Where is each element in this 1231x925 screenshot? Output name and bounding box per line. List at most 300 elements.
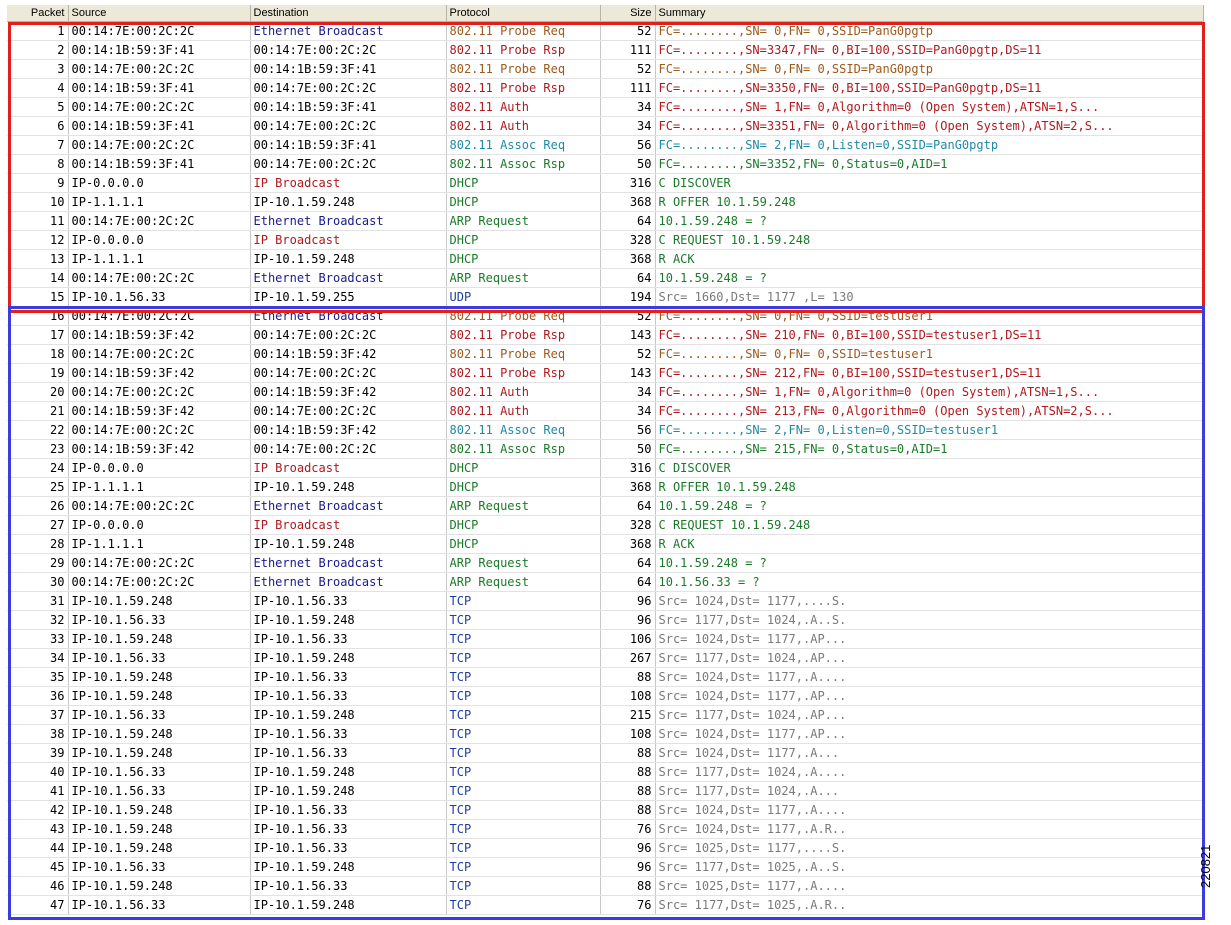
summary-cell: R OFFER 10.1.59.248 bbox=[655, 193, 1203, 212]
destination-cell: IP-10.1.59.248 bbox=[250, 763, 446, 782]
table-row[interactable] bbox=[7, 554, 1203, 573]
packet-number-cell: 40 bbox=[7, 763, 68, 782]
packet-number-cell: 2 bbox=[7, 41, 68, 60]
destination-cell: 00:14:1B:59:3F:41 bbox=[250, 98, 446, 117]
table-row[interactable] bbox=[7, 174, 1203, 193]
table-row[interactable] bbox=[7, 117, 1203, 136]
protocol-cell: 802.11 Auth bbox=[446, 117, 600, 136]
source-cell: IP-1.1.1.1 bbox=[68, 478, 250, 497]
protocol-cell: 802.11 Probe Rsp bbox=[446, 41, 600, 60]
size-cell: 96 bbox=[600, 839, 655, 858]
packet-number-cell: 46 bbox=[7, 877, 68, 896]
size-cell: 88 bbox=[600, 668, 655, 687]
source-cell: IP-1.1.1.1 bbox=[68, 535, 250, 554]
destination-cell: IP-10.1.56.33 bbox=[250, 839, 446, 858]
protocol-cell: 802.11 Probe Req bbox=[446, 22, 600, 41]
packet-number-cell: 5 bbox=[7, 98, 68, 117]
protocol-cell: 802.11 Probe Rsp bbox=[446, 326, 600, 345]
destination-cell: IP-10.1.59.248 bbox=[250, 649, 446, 668]
table-row[interactable] bbox=[7, 782, 1203, 801]
summary-cell: C DISCOVER bbox=[655, 174, 1203, 193]
destination-cell: IP-10.1.59.248 bbox=[250, 535, 446, 554]
destination-cell: IP-10.1.56.33 bbox=[250, 801, 446, 820]
table-row[interactable] bbox=[7, 440, 1203, 459]
packet-number-cell: 14 bbox=[7, 269, 68, 288]
size-cell: 96 bbox=[600, 592, 655, 611]
summary-cell: Src= 1660,Dst= 1177 ,L= 130 bbox=[655, 288, 1203, 307]
table-row[interactable] bbox=[7, 345, 1203, 364]
destination-cell: Ethernet Broadcast bbox=[250, 269, 446, 288]
column-header-summary[interactable]: Summary bbox=[655, 5, 1203, 22]
source-cell: IP-0.0.0.0 bbox=[68, 516, 250, 535]
destination-cell: 00:14:7E:00:2C:2C bbox=[250, 326, 446, 345]
size-cell: 96 bbox=[600, 858, 655, 877]
table-row[interactable] bbox=[7, 307, 1203, 326]
packet-number-cell: 21 bbox=[7, 402, 68, 421]
destination-cell: 00:14:7E:00:2C:2C bbox=[250, 117, 446, 136]
table-row[interactable] bbox=[7, 269, 1203, 288]
table-row[interactable] bbox=[7, 801, 1203, 820]
destination-cell: IP-10.1.56.33 bbox=[250, 820, 446, 839]
summary-cell: FC=........,SN=3351,FN= 0,Algorithm=0 (Open System),ATSN=2,S... bbox=[655, 117, 1203, 136]
source-cell: 00:14:7E:00:2C:2C bbox=[68, 554, 250, 573]
table-row[interactable] bbox=[7, 592, 1203, 611]
table-row[interactable] bbox=[7, 877, 1203, 896]
destination-cell: IP-10.1.56.33 bbox=[250, 877, 446, 896]
protocol-cell: ARP Request bbox=[446, 497, 600, 516]
protocol-cell: TCP bbox=[446, 858, 600, 877]
table-row[interactable] bbox=[7, 231, 1203, 250]
table-row[interactable] bbox=[7, 136, 1203, 155]
protocol-cell: 802.11 Assoc Req bbox=[446, 136, 600, 155]
destination-cell: IP-10.1.59.248 bbox=[250, 611, 446, 630]
packet-number-cell: 13 bbox=[7, 250, 68, 269]
summary-cell: FC=........,SN= 0,FN= 0,SSID=testuser1 bbox=[655, 307, 1203, 326]
destination-cell: IP-10.1.56.33 bbox=[250, 630, 446, 649]
table-row[interactable] bbox=[7, 402, 1203, 421]
size-cell: 368 bbox=[600, 250, 655, 269]
column-header-destination[interactable]: Destination bbox=[250, 5, 446, 22]
source-cell: 00:14:7E:00:2C:2C bbox=[68, 212, 250, 231]
destination-cell: IP-10.1.56.33 bbox=[250, 687, 446, 706]
size-cell: 143 bbox=[600, 326, 655, 345]
destination-cell: IP-10.1.56.33 bbox=[250, 668, 446, 687]
table-row[interactable] bbox=[7, 820, 1203, 839]
packet-number-cell: 11 bbox=[7, 212, 68, 231]
summary-cell: Src= 1024,Dst= 1177,.A... bbox=[655, 744, 1203, 763]
table-row[interactable] bbox=[7, 326, 1203, 345]
packet-list-table bbox=[7, 5, 1204, 915]
table-row[interactable] bbox=[7, 421, 1203, 440]
source-cell: IP-10.1.59.248 bbox=[68, 820, 250, 839]
column-header-size[interactable]: Size bbox=[600, 5, 655, 22]
protocol-cell: 802.11 Probe Rsp bbox=[446, 79, 600, 98]
size-cell: 50 bbox=[600, 440, 655, 459]
source-cell: 00:14:7E:00:2C:2C bbox=[68, 22, 250, 41]
table-row[interactable] bbox=[7, 630, 1203, 649]
destination-cell: 00:14:1B:59:3F:42 bbox=[250, 383, 446, 402]
destination-cell: Ethernet Broadcast bbox=[250, 212, 446, 231]
protocol-cell: TCP bbox=[446, 744, 600, 763]
size-cell: 34 bbox=[600, 98, 655, 117]
destination-cell: 00:14:7E:00:2C:2C bbox=[250, 440, 446, 459]
source-cell: 00:14:7E:00:2C:2C bbox=[68, 136, 250, 155]
source-cell: 00:14:7E:00:2C:2C bbox=[68, 60, 250, 79]
summary-cell: Src= 1177,Dst= 1024,.AP... bbox=[655, 706, 1203, 725]
size-cell: 108 bbox=[600, 687, 655, 706]
size-cell: 34 bbox=[600, 117, 655, 136]
source-cell: IP-1.1.1.1 bbox=[68, 250, 250, 269]
summary-cell: Src= 1024,Dst= 1177,.AP... bbox=[655, 725, 1203, 744]
table-row[interactable] bbox=[7, 516, 1203, 535]
packet-number-cell: 1 bbox=[7, 22, 68, 41]
table-row[interactable] bbox=[7, 744, 1203, 763]
table-row[interactable] bbox=[7, 193, 1203, 212]
protocol-cell: DHCP bbox=[446, 459, 600, 478]
protocol-cell: TCP bbox=[446, 706, 600, 725]
destination-cell: IP-10.1.56.33 bbox=[250, 592, 446, 611]
packet-number-cell: 37 bbox=[7, 706, 68, 725]
summary-cell: FC=........,SN= 210,FN= 0,BI=100,SSID=testuser1,DS=11 bbox=[655, 326, 1203, 345]
packet-number-cell: 8 bbox=[7, 155, 68, 174]
packet-number-cell: 29 bbox=[7, 554, 68, 573]
destination-cell: 00:14:1B:59:3F:41 bbox=[250, 136, 446, 155]
size-cell: 88 bbox=[600, 801, 655, 820]
packet-number-cell: 34 bbox=[7, 649, 68, 668]
packet-number-cell: 6 bbox=[7, 117, 68, 136]
size-cell: 267 bbox=[600, 649, 655, 668]
summary-cell: Src= 1025,Dst= 1177,....S. bbox=[655, 839, 1203, 858]
protocol-cell: ARP Request bbox=[446, 269, 600, 288]
summary-cell: Src= 1177,Dst= 1024,.A.... bbox=[655, 763, 1203, 782]
table-row[interactable] bbox=[7, 60, 1203, 79]
packet-number-cell: 24 bbox=[7, 459, 68, 478]
packet-number-cell: 38 bbox=[7, 725, 68, 744]
protocol-cell: TCP bbox=[446, 592, 600, 611]
source-cell: IP-10.1.56.33 bbox=[68, 763, 250, 782]
size-cell: 52 bbox=[600, 60, 655, 79]
summary-cell: C REQUEST 10.1.59.248 bbox=[655, 231, 1203, 250]
packet-number-cell: 43 bbox=[7, 820, 68, 839]
size-cell: 328 bbox=[600, 231, 655, 250]
protocol-cell: 802.11 Auth bbox=[446, 402, 600, 421]
protocol-cell: 802.11 Assoc Rsp bbox=[446, 440, 600, 459]
protocol-cell: 802.11 Probe Req bbox=[446, 307, 600, 326]
source-cell: IP-0.0.0.0 bbox=[68, 231, 250, 250]
summary-cell: Src= 1024,Dst= 1177,.AP... bbox=[655, 687, 1203, 706]
source-cell: IP-10.1.59.248 bbox=[68, 839, 250, 858]
source-cell: IP-10.1.56.33 bbox=[68, 288, 250, 307]
packet-number-cell: 31 bbox=[7, 592, 68, 611]
size-cell: 76 bbox=[600, 896, 655, 915]
size-cell: 52 bbox=[600, 22, 655, 41]
destination-cell: IP Broadcast bbox=[250, 174, 446, 193]
protocol-cell: TCP bbox=[446, 687, 600, 706]
packet-number-cell: 42 bbox=[7, 801, 68, 820]
size-cell: 328 bbox=[600, 516, 655, 535]
summary-cell: Src= 1024,Dst= 1177,.AP... bbox=[655, 630, 1203, 649]
protocol-cell: TCP bbox=[446, 763, 600, 782]
size-cell: 88 bbox=[600, 877, 655, 896]
packet-number-cell: 17 bbox=[7, 326, 68, 345]
source-cell: IP-10.1.56.33 bbox=[68, 858, 250, 877]
size-cell: 64 bbox=[600, 269, 655, 288]
summary-cell: Src= 1177,Dst= 1024,.A..S. bbox=[655, 611, 1203, 630]
summary-cell: 10.1.56.33 = ? bbox=[655, 573, 1203, 592]
table-row[interactable] bbox=[7, 497, 1203, 516]
size-cell: 111 bbox=[600, 79, 655, 98]
protocol-cell: DHCP bbox=[446, 478, 600, 497]
source-cell: 00:14:7E:00:2C:2C bbox=[68, 383, 250, 402]
size-cell: 88 bbox=[600, 744, 655, 763]
destination-cell: 00:14:7E:00:2C:2C bbox=[250, 79, 446, 98]
summary-cell: FC=........,SN= 0,FN= 0,SSID=testuser1 bbox=[655, 345, 1203, 364]
size-cell: 34 bbox=[600, 383, 655, 402]
size-cell: 215 bbox=[600, 706, 655, 725]
summary-cell: R OFFER 10.1.59.248 bbox=[655, 478, 1203, 497]
protocol-cell: ARP Request bbox=[446, 573, 600, 592]
summary-cell: Src= 1024,Dst= 1177,.A.... bbox=[655, 801, 1203, 820]
table-row[interactable] bbox=[7, 611, 1203, 630]
packet-number-cell: 3 bbox=[7, 60, 68, 79]
packet-number-cell: 16 bbox=[7, 307, 68, 326]
summary-cell: Src= 1025,Dst= 1177,.A.... bbox=[655, 877, 1203, 896]
protocol-cell: 802.11 Probe Req bbox=[446, 60, 600, 79]
destination-cell: 00:14:1B:59:3F:42 bbox=[250, 345, 446, 364]
size-cell: 50 bbox=[600, 155, 655, 174]
column-header-packet[interactable]: Packet bbox=[7, 5, 68, 22]
summary-cell: FC=........,SN=3347,FN= 0,BI=100,SSID=PanG0pgtp,DS=11 bbox=[655, 41, 1203, 60]
source-cell: IP-10.1.59.248 bbox=[68, 725, 250, 744]
size-cell: 56 bbox=[600, 136, 655, 155]
summary-cell: FC=........,SN= 1,FN= 0,Algorithm=0 (Open System),ATSN=1,S... bbox=[655, 98, 1203, 117]
destination-cell: IP-10.1.56.33 bbox=[250, 725, 446, 744]
protocol-cell: DHCP bbox=[446, 231, 600, 250]
packet-number-cell: 23 bbox=[7, 440, 68, 459]
protocol-cell: TCP bbox=[446, 820, 600, 839]
source-cell: 00:14:1B:59:3F:42 bbox=[68, 326, 250, 345]
size-cell: 64 bbox=[600, 573, 655, 592]
destination-cell: IP-10.1.59.248 bbox=[250, 478, 446, 497]
source-cell: 00:14:7E:00:2C:2C bbox=[68, 269, 250, 288]
size-cell: 194 bbox=[600, 288, 655, 307]
protocol-cell: TCP bbox=[446, 896, 600, 915]
destination-cell: 00:14:7E:00:2C:2C bbox=[250, 402, 446, 421]
source-cell: IP-10.1.56.33 bbox=[68, 649, 250, 668]
table-row[interactable] bbox=[7, 763, 1203, 782]
packet-number-cell: 20 bbox=[7, 383, 68, 402]
protocol-cell: DHCP bbox=[446, 250, 600, 269]
source-cell: 00:14:1B:59:3F:41 bbox=[68, 41, 250, 60]
table-row[interactable] bbox=[7, 155, 1203, 174]
destination-cell: Ethernet Broadcast bbox=[250, 573, 446, 592]
destination-cell: IP-10.1.59.248 bbox=[250, 782, 446, 801]
destination-cell: Ethernet Broadcast bbox=[250, 307, 446, 326]
table-row[interactable] bbox=[7, 668, 1203, 687]
packet-number-cell: 25 bbox=[7, 478, 68, 497]
size-cell: 368 bbox=[600, 478, 655, 497]
source-cell: 00:14:7E:00:2C:2C bbox=[68, 497, 250, 516]
table-row[interactable] bbox=[7, 98, 1203, 117]
source-cell: 00:14:1B:59:3F:42 bbox=[68, 440, 250, 459]
packet-number-cell: 15 bbox=[7, 288, 68, 307]
destination-cell: IP-10.1.59.255 bbox=[250, 288, 446, 307]
size-cell: 52 bbox=[600, 345, 655, 364]
size-cell: 143 bbox=[600, 364, 655, 383]
source-cell: 00:14:1B:59:3F:41 bbox=[68, 117, 250, 136]
packet-number-cell: 19 bbox=[7, 364, 68, 383]
table-row[interactable] bbox=[7, 649, 1203, 668]
protocol-cell: TCP bbox=[446, 801, 600, 820]
destination-cell: Ethernet Broadcast bbox=[250, 22, 446, 41]
size-cell: 34 bbox=[600, 402, 655, 421]
packet-number-cell: 9 bbox=[7, 174, 68, 193]
table-row[interactable] bbox=[7, 79, 1203, 98]
summary-cell: FC=........,SN= 2,FN= 0,Listen=0,SSID=PanG0pgtp bbox=[655, 136, 1203, 155]
destination-cell: IP-10.1.59.248 bbox=[250, 706, 446, 725]
packet-number-cell: 28 bbox=[7, 535, 68, 554]
summary-cell: R ACK bbox=[655, 535, 1203, 554]
size-cell: 368 bbox=[600, 535, 655, 554]
table-row[interactable] bbox=[7, 839, 1203, 858]
source-cell: 00:14:1B:59:3F:42 bbox=[68, 364, 250, 383]
table-row[interactable] bbox=[7, 22, 1203, 41]
protocol-cell: TCP bbox=[446, 877, 600, 896]
table-row[interactable] bbox=[7, 250, 1203, 269]
packet-number-cell: 39 bbox=[7, 744, 68, 763]
source-cell: IP-10.1.56.33 bbox=[68, 706, 250, 725]
summary-cell: Src= 1177,Dst= 1025,.A..S. bbox=[655, 858, 1203, 877]
source-cell: IP-10.1.59.248 bbox=[68, 668, 250, 687]
size-cell: 76 bbox=[600, 820, 655, 839]
protocol-cell: DHCP bbox=[446, 193, 600, 212]
destination-cell: IP-10.1.56.33 bbox=[250, 744, 446, 763]
destination-cell: IP Broadcast bbox=[250, 231, 446, 250]
summary-cell: FC=........,SN=3350,FN= 0,BI=100,SSID=PanG0pgtp,DS=11 bbox=[655, 79, 1203, 98]
summary-cell: R ACK bbox=[655, 250, 1203, 269]
source-cell: IP-10.1.59.248 bbox=[68, 744, 250, 763]
summary-cell: FC=........,SN= 1,FN= 0,Algorithm=0 (Open System),ATSN=1,S... bbox=[655, 383, 1203, 402]
table-row[interactable] bbox=[7, 478, 1203, 497]
summary-cell: 10.1.59.248 = ? bbox=[655, 212, 1203, 231]
destination-cell: IP Broadcast bbox=[250, 516, 446, 535]
protocol-cell: UDP bbox=[446, 288, 600, 307]
packet-number-cell: 10 bbox=[7, 193, 68, 212]
destination-cell: 00:14:7E:00:2C:2C bbox=[250, 364, 446, 383]
table-row[interactable] bbox=[7, 212, 1203, 231]
figure-id: 220821 bbox=[1198, 844, 1213, 888]
source-cell: IP-10.1.59.248 bbox=[68, 801, 250, 820]
protocol-cell: TCP bbox=[446, 668, 600, 687]
table-row[interactable] bbox=[7, 383, 1203, 402]
table-row[interactable] bbox=[7, 535, 1203, 554]
table-row[interactable] bbox=[7, 687, 1203, 706]
protocol-cell: TCP bbox=[446, 611, 600, 630]
packet-list-body bbox=[7, 22, 1203, 915]
destination-cell: IP-10.1.59.248 bbox=[250, 858, 446, 877]
size-cell: 108 bbox=[600, 725, 655, 744]
destination-cell: Ethernet Broadcast bbox=[250, 497, 446, 516]
size-cell: 96 bbox=[600, 611, 655, 630]
size-cell: 106 bbox=[600, 630, 655, 649]
table-row[interactable] bbox=[7, 706, 1203, 725]
column-header-source[interactable]: Source bbox=[68, 5, 250, 22]
size-cell: 88 bbox=[600, 763, 655, 782]
packet-number-cell: 18 bbox=[7, 345, 68, 364]
table-row[interactable] bbox=[7, 725, 1203, 744]
summary-cell: Src= 1177,Dst= 1024,.AP... bbox=[655, 649, 1203, 668]
size-cell: 64 bbox=[600, 497, 655, 516]
summary-cell: Src= 1177,Dst= 1025,.A.R.. bbox=[655, 896, 1203, 915]
source-cell: IP-1.1.1.1 bbox=[68, 193, 250, 212]
summary-cell: C REQUEST 10.1.59.248 bbox=[655, 516, 1203, 535]
protocol-cell: 802.11 Assoc Rsp bbox=[446, 155, 600, 174]
destination-cell: 00:14:1B:59:3F:41 bbox=[250, 60, 446, 79]
protocol-cell: ARP Request bbox=[446, 212, 600, 231]
summary-cell: FC=........,SN= 2,FN= 0,Listen=0,SSID=testuser1 bbox=[655, 421, 1203, 440]
protocol-cell: 802.11 Probe Req bbox=[446, 345, 600, 364]
protocol-cell: DHCP bbox=[446, 535, 600, 554]
source-cell: IP-10.1.59.248 bbox=[68, 630, 250, 649]
source-cell: IP-10.1.56.33 bbox=[68, 896, 250, 915]
packet-number-cell: 26 bbox=[7, 497, 68, 516]
size-cell: 52 bbox=[600, 307, 655, 326]
protocol-cell: DHCP bbox=[446, 516, 600, 535]
source-cell: 00:14:7E:00:2C:2C bbox=[68, 345, 250, 364]
size-cell: 316 bbox=[600, 459, 655, 478]
table-row[interactable] bbox=[7, 573, 1203, 592]
protocol-cell: TCP bbox=[446, 839, 600, 858]
packet-number-cell: 41 bbox=[7, 782, 68, 801]
protocol-cell: TCP bbox=[446, 782, 600, 801]
table-row[interactable] bbox=[7, 858, 1203, 877]
summary-cell: Src= 1177,Dst= 1024,.A... bbox=[655, 782, 1203, 801]
summary-cell: FC=........,SN=3352,FN= 0,Status=0,AID=1 bbox=[655, 155, 1203, 174]
column-header-protocol[interactable]: Protocol bbox=[446, 5, 600, 22]
packet-number-cell: 30 bbox=[7, 573, 68, 592]
table-row[interactable] bbox=[7, 41, 1203, 60]
protocol-cell: 802.11 Probe Rsp bbox=[446, 364, 600, 383]
destination-cell: IP-10.1.59.248 bbox=[250, 896, 446, 915]
packet-number-cell: 7 bbox=[7, 136, 68, 155]
table-row[interactable] bbox=[7, 364, 1203, 383]
packet-number-cell: 32 bbox=[7, 611, 68, 630]
source-cell: IP-10.1.59.248 bbox=[68, 687, 250, 706]
source-cell: IP-0.0.0.0 bbox=[68, 174, 250, 193]
destination-cell: 00:14:7E:00:2C:2C bbox=[250, 41, 446, 60]
table-row[interactable] bbox=[7, 459, 1203, 478]
packet-number-cell: 36 bbox=[7, 687, 68, 706]
protocol-cell: TCP bbox=[446, 649, 600, 668]
summary-cell: FC=........,SN= 0,FN= 0,SSID=PanG0pgtp bbox=[655, 60, 1203, 79]
destination-cell: 00:14:7E:00:2C:2C bbox=[250, 155, 446, 174]
source-cell: IP-10.1.56.33 bbox=[68, 782, 250, 801]
table-row[interactable] bbox=[7, 288, 1203, 307]
summary-cell: FC=........,SN= 212,FN= 0,BI=100,SSID=testuser1,DS=11 bbox=[655, 364, 1203, 383]
source-cell: 00:14:7E:00:2C:2C bbox=[68, 98, 250, 117]
destination-cell: Ethernet Broadcast bbox=[250, 554, 446, 573]
summary-cell: Src= 1024,Dst= 1177,.A.... bbox=[655, 668, 1203, 687]
source-cell: 00:14:7E:00:2C:2C bbox=[68, 573, 250, 592]
summary-cell: FC=........,SN= 215,FN= 0,Status=0,AID=1 bbox=[655, 440, 1203, 459]
packet-number-cell: 47 bbox=[7, 896, 68, 915]
source-cell: IP-10.1.59.248 bbox=[68, 592, 250, 611]
packet-number-cell: 33 bbox=[7, 630, 68, 649]
summary-cell: Src= 1024,Dst= 1177,.A.R.. bbox=[655, 820, 1203, 839]
destination-cell: 00:14:1B:59:3F:42 bbox=[250, 421, 446, 440]
packet-number-cell: 35 bbox=[7, 668, 68, 687]
table-row[interactable] bbox=[7, 896, 1203, 915]
